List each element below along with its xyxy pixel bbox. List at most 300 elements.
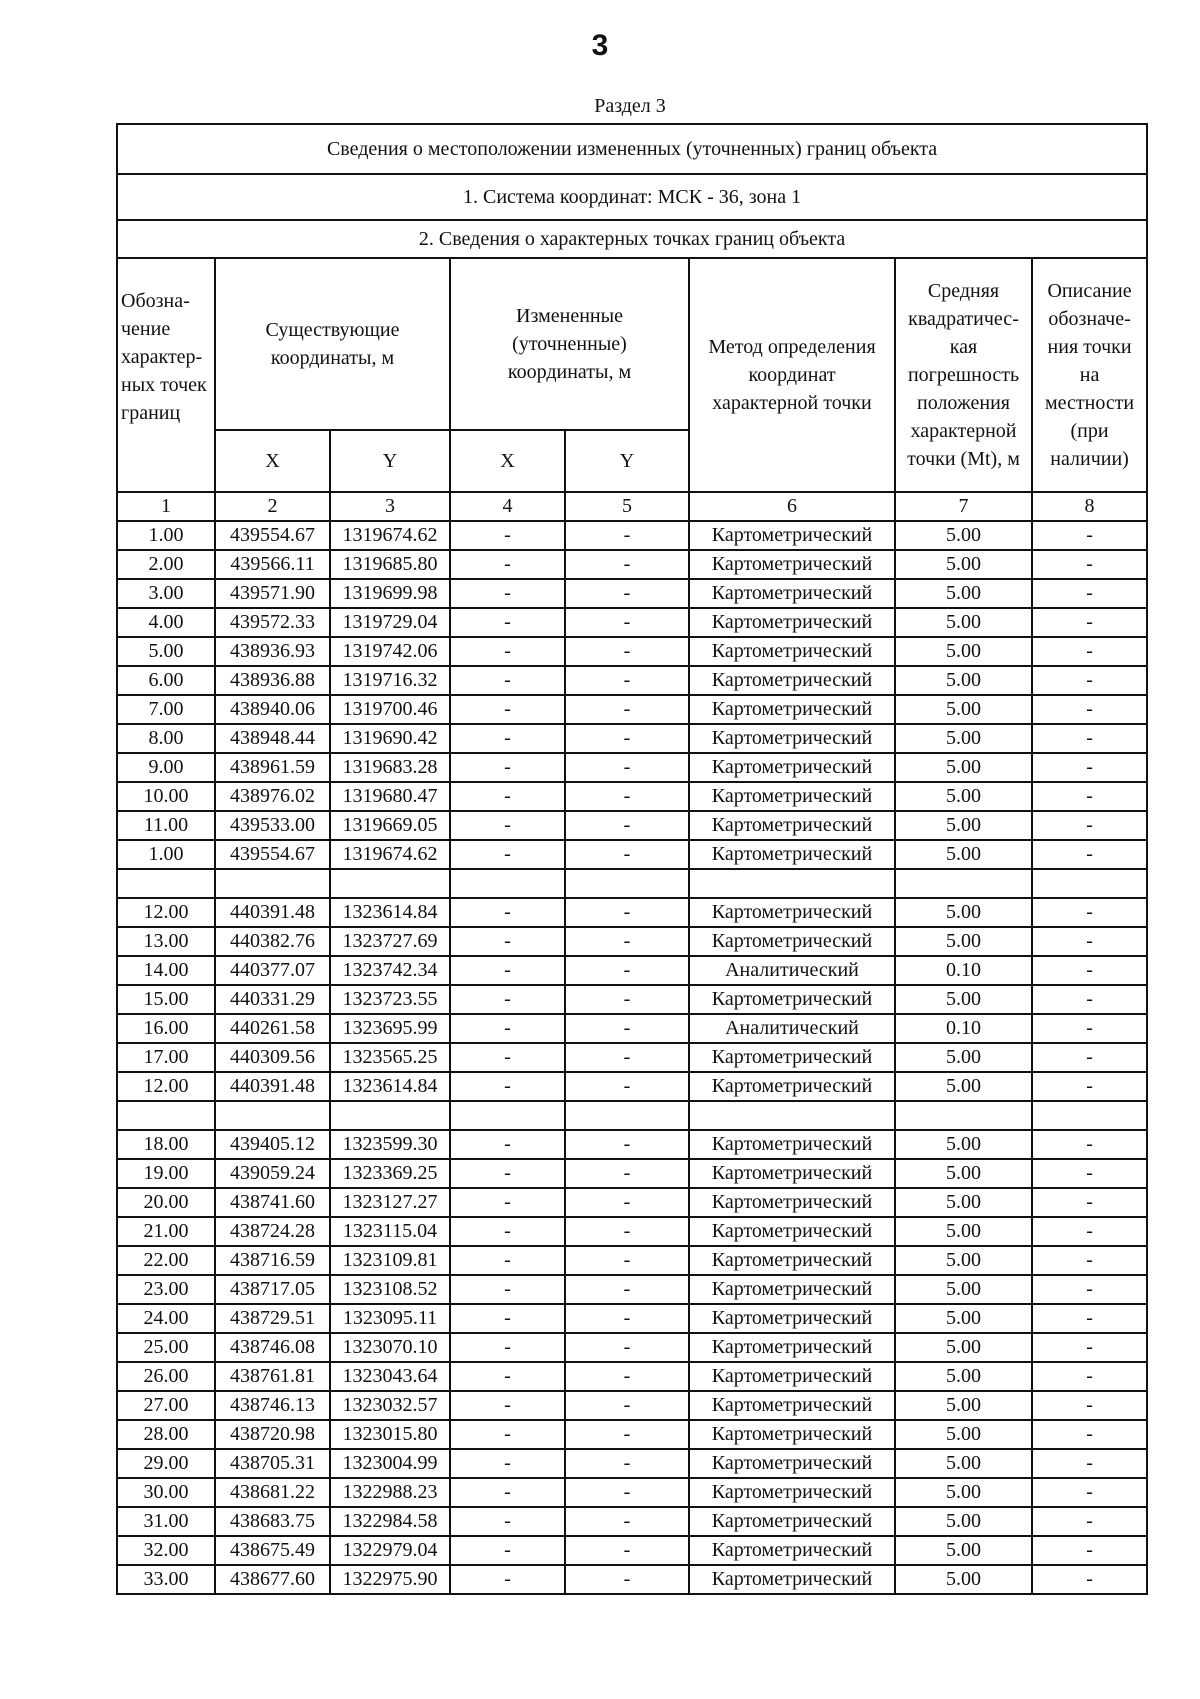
changed-x-cell: - <box>450 898 565 927</box>
boundary-points-table <box>116 123 1148 1595</box>
changed-y-cell: - <box>565 579 689 608</box>
changed-y-cell: - <box>565 1188 689 1217</box>
point-id-cell: 1.00 <box>117 521 215 550</box>
changed-y-cell: - <box>565 521 689 550</box>
empty-cell <box>1032 869 1147 898</box>
header-y-changed: Y <box>565 430 689 492</box>
error-cell: 5.00 <box>895 1565 1032 1594</box>
header-y: Y <box>330 430 450 492</box>
existing-x-cell: 440391.48 <box>215 1072 330 1101</box>
existing-x-cell: 439405.12 <box>215 1130 330 1159</box>
method-cell: Картометрический <box>689 1449 895 1478</box>
existing-x-cell: 439566.11 <box>215 550 330 579</box>
changed-y-cell: - <box>565 811 689 840</box>
existing-x-cell: 438681.22 <box>215 1478 330 1507</box>
point-id-cell: 5.00 <box>117 637 215 666</box>
existing-x-cell: 438976.02 <box>215 782 330 811</box>
point-id-cell: 12.00 <box>117 1072 215 1101</box>
table-row <box>117 956 1147 985</box>
existing-y-cell: 1323369.25 <box>330 1159 450 1188</box>
changed-y-cell: - <box>565 1304 689 1333</box>
error-cell: 5.00 <box>895 1333 1032 1362</box>
description-cell: - <box>1032 898 1147 927</box>
table-row <box>117 1217 1147 1246</box>
existing-x-cell: 440331.29 <box>215 985 330 1014</box>
changed-y-cell: - <box>565 1130 689 1159</box>
changed-x-cell: - <box>450 985 565 1014</box>
point-id-cell: 23.00 <box>117 1275 215 1304</box>
empty-cell <box>215 869 330 898</box>
error-cell: 5.00 <box>895 1130 1032 1159</box>
changed-x-cell: - <box>450 1043 565 1072</box>
changed-x-cell: - <box>450 666 565 695</box>
existing-x-cell: 438936.88 <box>215 666 330 695</box>
empty-cell <box>895 869 1032 898</box>
changed-x-cell: - <box>450 1420 565 1449</box>
method-cell: Аналитический <box>689 1014 895 1043</box>
point-id-cell: 19.00 <box>117 1159 215 1188</box>
changed-x-cell: - <box>450 1536 565 1565</box>
column-number: 6 <box>689 492 895 521</box>
changed-y-cell: - <box>565 753 689 782</box>
error-cell: 5.00 <box>895 811 1032 840</box>
existing-y-cell: 1323742.34 <box>330 956 450 985</box>
table-row <box>117 1159 1147 1188</box>
table-row <box>117 1478 1147 1507</box>
description-cell: - <box>1032 1188 1147 1217</box>
method-cell: Картометрический <box>689 724 895 753</box>
method-cell: Картометрический <box>689 1536 895 1565</box>
error-cell: 0.10 <box>895 1014 1032 1043</box>
error-cell: 5.00 <box>895 753 1032 782</box>
method-cell: Картометрический <box>689 1217 895 1246</box>
existing-x-cell: 438705.31 <box>215 1449 330 1478</box>
method-cell: Картометрический <box>689 1275 895 1304</box>
error-cell: 5.00 <box>895 1391 1032 1420</box>
empty-cell <box>565 869 689 898</box>
description-cell: - <box>1032 579 1147 608</box>
changed-x-cell: - <box>450 550 565 579</box>
changed-x-cell: - <box>450 927 565 956</box>
existing-y-cell: 1322984.58 <box>330 1507 450 1536</box>
description-cell: - <box>1032 1507 1147 1536</box>
existing-y-cell: 1323108.52 <box>330 1275 450 1304</box>
existing-y-cell: 1323599.30 <box>330 1130 450 1159</box>
existing-x-cell: 439571.90 <box>215 579 330 608</box>
changed-y-cell: - <box>565 1565 689 1594</box>
table-row <box>117 1014 1147 1043</box>
changed-y-cell: - <box>565 1391 689 1420</box>
description-cell: - <box>1032 666 1147 695</box>
existing-y-cell: 1319729.04 <box>330 608 450 637</box>
existing-y-cell: 1319685.80 <box>330 550 450 579</box>
method-cell: Картометрический <box>689 608 895 637</box>
empty-cell <box>565 1101 689 1130</box>
header-designation: Обозна- чение характер- ных точек границ <box>117 258 215 492</box>
method-cell: Картометрический <box>689 1188 895 1217</box>
changed-y-cell: - <box>565 1072 689 1101</box>
point-id-cell: 28.00 <box>117 1420 215 1449</box>
error-cell: 5.00 <box>895 1449 1032 1478</box>
description-cell: - <box>1032 1333 1147 1362</box>
changed-y-cell: - <box>565 1420 689 1449</box>
description-cell: - <box>1032 927 1147 956</box>
changed-y-cell: - <box>565 1217 689 1246</box>
description-cell: - <box>1032 608 1147 637</box>
existing-y-cell: 1319690.42 <box>330 724 450 753</box>
existing-y-cell: 1323095.11 <box>330 1304 450 1333</box>
changed-y-cell: - <box>565 956 689 985</box>
method-cell: Картометрический <box>689 1507 895 1536</box>
existing-x-cell: 440391.48 <box>215 898 330 927</box>
existing-y-cell: 1323015.80 <box>330 1420 450 1449</box>
changed-x-cell: - <box>450 1275 565 1304</box>
changed-x-cell: - <box>450 1304 565 1333</box>
description-cell: - <box>1032 1159 1147 1188</box>
method-cell: Картометрический <box>689 1043 895 1072</box>
error-cell: 5.00 <box>895 1159 1032 1188</box>
changed-y-cell: - <box>565 608 689 637</box>
error-cell: 5.00 <box>895 1043 1032 1072</box>
point-id-cell: 16.00 <box>117 1014 215 1043</box>
changed-y-cell: - <box>565 1536 689 1565</box>
error-cell: 5.00 <box>895 550 1032 579</box>
point-id-cell: 30.00 <box>117 1478 215 1507</box>
changed-y-cell: - <box>565 985 689 1014</box>
existing-x-cell: 438683.75 <box>215 1507 330 1536</box>
existing-y-cell: 1319700.46 <box>330 695 450 724</box>
description-cell: - <box>1032 1304 1147 1333</box>
existing-x-cell: 438741.60 <box>215 1188 330 1217</box>
existing-x-cell: 438677.60 <box>215 1565 330 1594</box>
existing-y-cell: 1319680.47 <box>330 782 450 811</box>
changed-x-cell: - <box>450 1507 565 1536</box>
changed-x-cell: - <box>450 1130 565 1159</box>
changed-y-cell: - <box>565 1043 689 1072</box>
point-id-cell: 29.00 <box>117 1449 215 1478</box>
existing-x-cell: 438724.28 <box>215 1217 330 1246</box>
point-id-cell: 26.00 <box>117 1362 215 1391</box>
changed-y-cell: - <box>565 1275 689 1304</box>
changed-y-cell: - <box>565 637 689 666</box>
existing-x-cell: 438716.59 <box>215 1246 330 1275</box>
existing-y-cell: 1323043.64 <box>330 1362 450 1391</box>
existing-x-cell: 439533.00 <box>215 811 330 840</box>
changed-x-cell: - <box>450 956 565 985</box>
existing-x-cell: 439572.33 <box>215 608 330 637</box>
changed-x-cell: - <box>450 1478 565 1507</box>
description-cell: - <box>1032 521 1147 550</box>
description-cell: - <box>1032 1391 1147 1420</box>
table-row <box>117 1304 1147 1333</box>
description-cell: - <box>1032 1246 1147 1275</box>
existing-x-cell: 440377.07 <box>215 956 330 985</box>
changed-x-cell: - <box>450 1014 565 1043</box>
empty-cell <box>689 1101 895 1130</box>
empty-cell <box>117 1101 215 1130</box>
table-row <box>117 1275 1147 1304</box>
error-cell: 5.00 <box>895 1246 1032 1275</box>
changed-x-cell: - <box>450 1391 565 1420</box>
table-row <box>117 1420 1147 1449</box>
existing-y-cell: 1323723.55 <box>330 985 450 1014</box>
existing-x-cell: 438675.49 <box>215 1536 330 1565</box>
method-cell: Картометрический <box>689 521 895 550</box>
description-cell: - <box>1032 811 1147 840</box>
table-row <box>117 1333 1147 1362</box>
existing-y-cell: 1323032.57 <box>330 1391 450 1420</box>
point-id-cell: 6.00 <box>117 666 215 695</box>
existing-y-cell: 1323695.99 <box>330 1014 450 1043</box>
method-cell: Картометрический <box>689 637 895 666</box>
method-cell: Картометрический <box>689 1304 895 1333</box>
existing-y-cell: 1323614.84 <box>330 1072 450 1101</box>
error-cell: 5.00 <box>895 927 1032 956</box>
description-cell: - <box>1032 550 1147 579</box>
method-cell: Картометрический <box>689 1333 895 1362</box>
description-cell: - <box>1032 1420 1147 1449</box>
empty-cell <box>117 869 215 898</box>
table-row <box>117 666 1147 695</box>
changed-y-cell: - <box>565 1449 689 1478</box>
changed-x-cell: - <box>450 1362 565 1391</box>
existing-x-cell: 440382.76 <box>215 927 330 956</box>
error-cell: 5.00 <box>895 608 1032 637</box>
existing-y-cell: 1319699.98 <box>330 579 450 608</box>
method-cell: Картометрический <box>689 985 895 1014</box>
changed-x-cell: - <box>450 521 565 550</box>
table-row <box>117 811 1147 840</box>
point-id-cell: 32.00 <box>117 1536 215 1565</box>
description-cell: - <box>1032 1217 1147 1246</box>
changed-x-cell: - <box>450 724 565 753</box>
changed-y-cell: - <box>565 1478 689 1507</box>
empty-cell <box>689 869 895 898</box>
point-id-cell: 33.00 <box>117 1565 215 1594</box>
error-cell: 5.00 <box>895 782 1032 811</box>
description-cell: - <box>1032 782 1147 811</box>
table-row <box>117 608 1147 637</box>
changed-x-cell: - <box>450 1159 565 1188</box>
column-number: 2 <box>215 492 330 521</box>
description-cell: - <box>1032 1478 1147 1507</box>
empty-cell <box>1032 1101 1147 1130</box>
header-description: Описание обозначе- ния точки на местности (при наличии) <box>1032 258 1147 492</box>
description-cell: - <box>1032 1130 1147 1159</box>
description-cell: - <box>1032 1014 1147 1043</box>
changed-y-cell: - <box>565 1246 689 1275</box>
page-number: 3 <box>591 29 609 62</box>
table-row <box>117 985 1147 1014</box>
error-cell: 5.00 <box>895 637 1032 666</box>
empty-cell <box>895 1101 1032 1130</box>
existing-x-cell: 439554.67 <box>215 840 330 869</box>
error-cell: 5.00 <box>895 1507 1032 1536</box>
table-row <box>117 695 1147 724</box>
existing-x-cell: 438940.06 <box>215 695 330 724</box>
error-cell: 5.00 <box>895 1217 1032 1246</box>
description-cell: - <box>1032 1275 1147 1304</box>
method-cell: Картометрический <box>689 1072 895 1101</box>
existing-y-cell: 1319669.05 <box>330 811 450 840</box>
header-x: X <box>215 430 330 492</box>
error-cell: 5.00 <box>895 695 1032 724</box>
header-changed-coords: Измененные (уточненные) координаты, м <box>450 258 689 430</box>
header-error: Средняя квадратичес- кая погрешность положения характерной точки (Mt), м <box>895 258 1032 492</box>
changed-y-cell: - <box>565 695 689 724</box>
method-cell: Картометрический <box>689 927 895 956</box>
existing-y-cell: 1323115.04 <box>330 1217 450 1246</box>
table-row <box>117 1130 1147 1159</box>
table-row <box>117 579 1147 608</box>
point-id-cell: 9.00 <box>117 753 215 782</box>
changed-x-cell: - <box>450 753 565 782</box>
changed-y-cell: - <box>565 1507 689 1536</box>
error-cell: 5.00 <box>895 666 1032 695</box>
existing-x-cell: 438746.08 <box>215 1333 330 1362</box>
description-cell: - <box>1032 1449 1147 1478</box>
changed-x-cell: - <box>450 1188 565 1217</box>
point-id-cell: 2.00 <box>117 550 215 579</box>
point-id-cell: 10.00 <box>117 782 215 811</box>
method-cell: Аналитический <box>689 956 895 985</box>
section-label: Раздел 3 <box>594 95 666 117</box>
column-number-row <box>117 492 1147 521</box>
existing-y-cell: 1319716.32 <box>330 666 450 695</box>
table-row <box>117 1565 1147 1594</box>
changed-y-cell: - <box>565 1014 689 1043</box>
point-id-cell: 13.00 <box>117 927 215 956</box>
existing-x-cell: 439554.67 <box>215 521 330 550</box>
existing-y-cell: 1323727.69 <box>330 927 450 956</box>
method-cell: Картометрический <box>689 840 895 869</box>
existing-x-cell: 438746.13 <box>215 1391 330 1420</box>
point-id-cell: 11.00 <box>117 811 215 840</box>
existing-y-cell: 1323109.81 <box>330 1246 450 1275</box>
table-row <box>117 1043 1147 1072</box>
changed-x-cell: - <box>450 1246 565 1275</box>
changed-y-cell: - <box>565 1159 689 1188</box>
existing-x-cell: 439059.24 <box>215 1159 330 1188</box>
existing-x-cell: 438717.05 <box>215 1275 330 1304</box>
existing-x-cell: 440309.56 <box>215 1043 330 1072</box>
table-row <box>117 724 1147 753</box>
changed-x-cell: - <box>450 782 565 811</box>
changed-y-cell: - <box>565 550 689 579</box>
header-existing-coords: Существующие координаты, м <box>215 258 450 430</box>
point-id-cell: 12.00 <box>117 898 215 927</box>
table-row <box>117 1072 1147 1101</box>
point-id-cell: 22.00 <box>117 1246 215 1275</box>
existing-y-cell: 1319674.62 <box>330 840 450 869</box>
empty-cell <box>330 1101 450 1130</box>
existing-y-cell: 1322979.04 <box>330 1536 450 1565</box>
description-cell: - <box>1032 1362 1147 1391</box>
method-cell: Картометрический <box>689 579 895 608</box>
changed-y-cell: - <box>565 782 689 811</box>
table-row <box>117 753 1147 782</box>
point-id-cell: 14.00 <box>117 956 215 985</box>
existing-y-cell: 1319742.06 <box>330 637 450 666</box>
description-cell: - <box>1032 695 1147 724</box>
changed-x-cell: - <box>450 1449 565 1478</box>
point-id-cell: 18.00 <box>117 1130 215 1159</box>
existing-x-cell: 438961.59 <box>215 753 330 782</box>
error-cell: 5.00 <box>895 521 1032 550</box>
description-cell: - <box>1032 956 1147 985</box>
method-cell: Картометрический <box>689 1391 895 1420</box>
method-cell: Картометрический <box>689 1420 895 1449</box>
coordinate-system: 1. Система координат: МСК - 36, зона 1 <box>117 174 1147 220</box>
column-number: 4 <box>450 492 565 521</box>
changed-x-cell: - <box>450 1072 565 1101</box>
method-cell: Картометрический <box>689 550 895 579</box>
existing-y-cell: 1322988.23 <box>330 1478 450 1507</box>
table-row <box>117 1449 1147 1478</box>
changed-y-cell: - <box>565 840 689 869</box>
changed-x-cell: - <box>450 1217 565 1246</box>
existing-y-cell: 1323127.27 <box>330 1188 450 1217</box>
error-cell: 0.10 <box>895 956 1032 985</box>
point-id-cell: 1.00 <box>117 840 215 869</box>
table-row <box>117 840 1147 869</box>
existing-x-cell: 440261.58 <box>215 1014 330 1043</box>
changed-y-cell: - <box>565 1362 689 1391</box>
changed-x-cell: - <box>450 695 565 724</box>
table-title: Сведения о местоположении измененных (уточненных) границ объекта <box>117 124 1147 174</box>
existing-y-cell: 1319683.28 <box>330 753 450 782</box>
error-cell: 5.00 <box>895 1188 1032 1217</box>
table-row <box>117 550 1147 579</box>
empty-cell <box>330 869 450 898</box>
table-row <box>117 1536 1147 1565</box>
table-row <box>117 1246 1147 1275</box>
changed-x-cell: - <box>450 840 565 869</box>
changed-x-cell: - <box>450 811 565 840</box>
error-cell: 5.00 <box>895 1478 1032 1507</box>
table-row <box>117 1362 1147 1391</box>
point-id-cell: 21.00 <box>117 1217 215 1246</box>
description-cell: - <box>1032 724 1147 753</box>
column-number: 7 <box>895 492 1032 521</box>
table-row <box>117 521 1147 550</box>
description-cell: - <box>1032 985 1147 1014</box>
method-cell: Картометрический <box>689 1130 895 1159</box>
point-id-cell: 8.00 <box>117 724 215 753</box>
description-cell: - <box>1032 1072 1147 1101</box>
table-row <box>117 782 1147 811</box>
error-cell: 5.00 <box>895 724 1032 753</box>
method-cell: Картометрический <box>689 695 895 724</box>
description-cell: - <box>1032 753 1147 782</box>
changed-y-cell: - <box>565 898 689 927</box>
empty-cell <box>215 1101 330 1130</box>
description-cell: - <box>1032 840 1147 869</box>
changed-y-cell: - <box>565 666 689 695</box>
description-cell: - <box>1032 637 1147 666</box>
table-row <box>117 1391 1147 1420</box>
error-cell: 5.00 <box>895 579 1032 608</box>
error-cell: 5.00 <box>895 1362 1032 1391</box>
description-cell: - <box>1032 1565 1147 1594</box>
table-row <box>117 898 1147 927</box>
column-number: 8 <box>1032 492 1147 521</box>
table-row <box>117 1188 1147 1217</box>
group-separator-row <box>117 1101 1147 1130</box>
existing-y-cell: 1319674.62 <box>330 521 450 550</box>
existing-x-cell: 438761.81 <box>215 1362 330 1391</box>
header-method: Метод определения координат характерной точки <box>689 258 895 492</box>
